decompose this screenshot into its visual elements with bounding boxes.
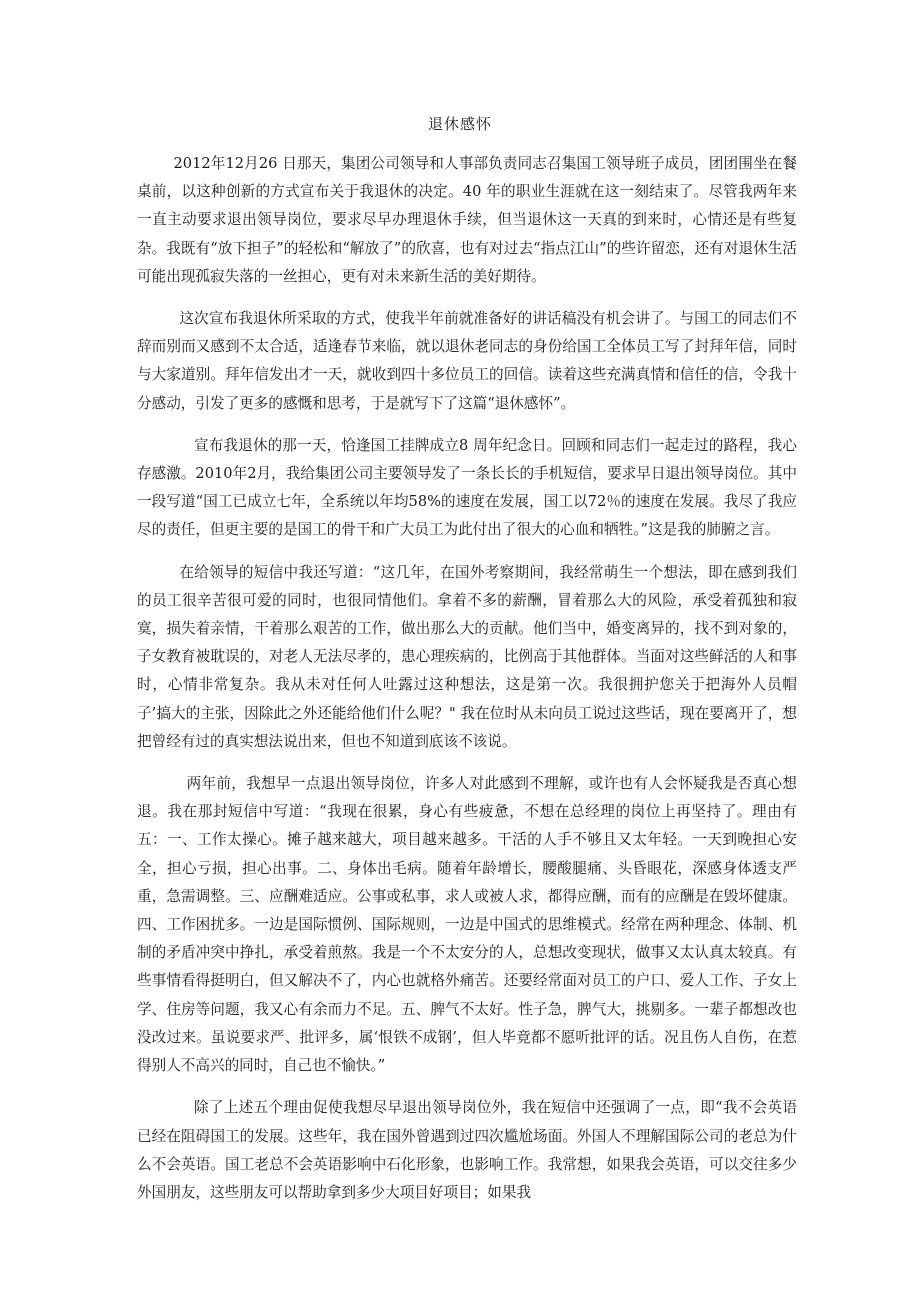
paragraph-2: 这次宣布我退休所采取的方式，使我半年前就准备好的讲话稿没有机会讲了。与国工的同志们不辞而别而又感到不太合适，适逢春节来临，就以退休老同志的身份给国工全体员工写了封拜年信，同时与大家道别。拜年信发出才一天，就收到四十多位员工的回信。读着这些充满真情和信任的信，令我十分感动，引发了更多的感慨和思考，于是就写下了这篇“退休感怀”。 [137,310,797,412]
paragraph-6: 除了上述五个理由促使我想尽早退出领导岗位外，我在短信中还强调了一点，即“我不会英语已经在阻碍国工的发展。这些年，我在国外曾遇到过四次尴尬场面。外国人不理解国际公司的老总为什么不会英语。国工老总不会英语影响中石化形象，也影响工作。我常想，如果我会英语，可以交往多少外国朋友，这些朋友可以帮助拿到多少大项目好项目；如果我 [137,1099,797,1201]
paragraph-1: 2012年12月26 日那天，集团公司领导和人事部负责同志召集国工领导班子成员，团团围坐在餐桌前，以这种创新的方式宣布关于我退休的决定。40 年的职业生涯就在这一刻结束了。尽管我两年来一直主动要求退出领导岗位，要求尽早办理退休手续，但当退休这一天真的到来时，心情还是有些复杂。我既有“放下担子”的轻松和“解放了”的欣喜，也有对过去“指点江山”的些许留恋，还有对退休生活可能出现孤寂失落的一丝担心，更有对未来新生活的美好期待。 [137,155,797,285]
paragraph-5: 两年前，我想早一点退出领导岗位，许多人对此感到不理解，或许也有人会怀疑我是否真心想退。我在那封短信中写道：“我现在很累，身心有些疲惫，不想在总经理的岗位上再坚持了。理由有五：一、工作太操心。摊子越来越大，项目越来越多。干活的人手不够且又太年轻。一天到晚担心安全，担心亏损，担心出事。二、身体出毛病。随着年龄增长，腰酸腿痛、头昏眼花，深感身体透支严重，急需调整。三、应酬难适应。公事或私事，求人或被人求，都得应酬，而有的应酬是在毁坏健康。四、工作困扰多。一边是国际惯例、国际规则，一边是中国式的思维模式。经常在两种理念、体制、机制的矛盾冲突中挣扎，承受着煎熬。我是一个不太安分的人，总想改变现状，做事又太认真太较真。有些事情看得挺明白，但又解决不了，内心也就格外痛苦。还要经常面对员工的户口、爱人工作、子女上学、住房等问题，我又心有余而力不足。五、脾气不太好。性子急，脾气大，挑剔多。一辈子都想改也没改过来。虽说要求严、批评多，属‘恨铁不成钢’，但人毕竟都不愿听批评的话。况且伤人自伤，在惹得别人不高兴的同时，自己也不愉快。” [137,775,797,1075]
document-body [137,150,797,1221]
document-title: 退休感怀 [427,115,492,133]
paragraph-3: 宣布我退休的那一天，恰逢国工挂牌成立8 周年纪念日。回顾和同志们一起走过的路程，我心存感激。2010年2月，我给集团公司主要领导发了一条长长的手机短信，要求早日退出领导岗位。其中一段写道“国工已成立七年，全系统以年均58%的速度在发展，国工以72％的速度在发展。我尽了我应尽的责任，但更主要的是国工的骨干和广大员工为此付出了很大的心血和牺牲。”这是我的肺腑之言。 [137,436,797,539]
paragraph-4: 在给领导的短信中我还写道：“这几年，在国外考察期间，我经常萌生一个想法，即在感到我们的员工很辛苦很可爱的同时，也很同情他们。拿着不多的薪酬，冒着那么大的风险，承受着孤独和寂寞，损失着亲情，干着那么艰苦的工作，做出那么大的贡献。他们当中，婚变离异的，找不到对象的，子女教育被耽误的，对老人无法尽孝的，患心理疾病的，比例高于其他群体。当面对这些鲜活的人和事时，心情非常复杂。我从未对任何人吐露过这种想法，这是第一次。我很拥护您关于把海外人员帽子’搞大的主张，因除此之外还能给他们什么呢？" 我在位时从未向员工说过这些话，现在要离开了，想把曾经有过的真实想法说出来，但也不知道到底该不该说。 [137,563,797,750]
